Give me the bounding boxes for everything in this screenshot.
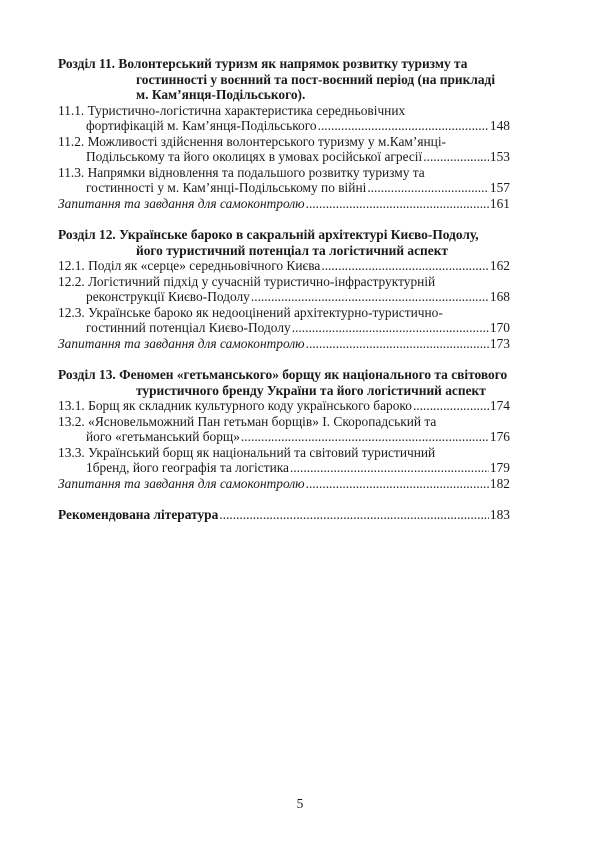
section-heading-line: гостинності у воєнний та пост-воєнний період (на прикладі — [136, 71, 496, 87]
toc-entry[interactable] — [58, 103, 510, 134]
dot-leader — [413, 398, 489, 414]
toc-section-11 — [58, 56, 510, 211]
toc-entry-title: 12.3. Українське бароко як недооцінений архітектурно-туристично- — [58, 304, 443, 320]
toc-entry-title: 13.1. Борщ як складник культурного коду українського бароко — [58, 398, 412, 413]
toc-entry-title-cont: гостинності у м. Кам’янці-Подільському по війні — [86, 180, 367, 195]
toc-entry-title: Запитання та завдання для самоконтролю — [58, 475, 305, 491]
toc-entry[interactable] — [58, 165, 510, 196]
toc-page-number: 161 — [489, 195, 510, 211]
dot-leader — [219, 507, 489, 523]
toc-entry-title-cont: Подільському та його околицях в умовах російської агресії — [86, 149, 423, 164]
section-heading-line: Розділ 12. Українське бароко в сакральній архітектурі Києво-Подолу, — [58, 227, 479, 242]
toc-entry[interactable] — [58, 414, 510, 445]
dot-leader — [306, 476, 489, 492]
toc-entry-title: 12.1. Поділ як «серце» середньовічного Києва — [58, 258, 321, 273]
toc-entry[interactable] — [58, 445, 510, 476]
toc-entry-title-cont: гостинний потенціал Києво-Подолу — [86, 320, 291, 335]
toc-entry-title-cont: 1бренд, його географія та логістика — [86, 460, 289, 475]
toc-entry[interactable] — [58, 305, 510, 336]
toc-entry-title: 12.2. Логістичний підхід у сучасній туристично-інфраструктурній — [58, 273, 436, 289]
section-heading-line: Розділ 11. Волонтерський туризм як напрямок розвитку туризму та — [58, 56, 468, 71]
section-heading — [58, 227, 510, 258]
toc-page-number: 173 — [489, 335, 510, 351]
toc-entry-title: 11.3. Напрямки відновлення та подальшого розвитку туризму та — [58, 164, 425, 180]
dot-leader — [306, 336, 489, 352]
toc-page-number: 174 — [489, 398, 510, 413]
toc-entry-literature[interactable] — [58, 507, 510, 523]
toc-page-number: 148 — [489, 118, 510, 133]
dot-leader — [318, 118, 489, 134]
toc-entry-self-check[interactable] — [58, 336, 510, 352]
toc-entry-title: 13.2. «Ясновельможний Пан гетьман борщів» І. Скоропадський та — [58, 413, 437, 429]
toc-entry-title: Запитання та завдання для самоконтролю — [58, 335, 305, 351]
toc-entry[interactable] — [58, 398, 510, 414]
toc-section-13 — [58, 367, 510, 491]
section-heading-line: Розділ 13. Феномен «гетьманського» борщу як національного та світового — [58, 367, 508, 382]
section-heading-line: м. Кам’янця-Подільського). — [136, 87, 306, 102]
toc-entry-title-cont: реконструкції Києво-Подолу — [86, 289, 250, 304]
toc-entry[interactable] — [58, 258, 510, 274]
dot-leader — [251, 289, 489, 305]
toc-entry-title: Запитання та завдання для самоконтролю — [58, 195, 305, 211]
toc-entry[interactable] — [58, 134, 510, 165]
page-number: 5 — [296, 796, 304, 811]
toc-page-number: 182 — [489, 475, 510, 491]
toc-page-number: 153 — [489, 149, 510, 164]
toc-page-number: 168 — [489, 289, 510, 304]
dot-leader — [241, 429, 489, 445]
toc-entry-title: 13.3. Український борщ як національний та світовий туристичний — [58, 444, 436, 460]
dot-leader — [292, 320, 489, 336]
section-heading — [58, 367, 510, 398]
dot-leader — [306, 196, 489, 212]
toc-page-number: 179 — [489, 460, 510, 475]
toc-entry-self-check[interactable] — [58, 476, 510, 492]
dot-leader — [290, 460, 489, 476]
toc-page-number: 170 — [489, 320, 510, 335]
toc-page-number: 162 — [489, 258, 510, 273]
toc-entry-title: 11.2. Можливості здійснення волонтерського туризму у м.Кам’янці- — [58, 133, 446, 149]
toc-section-12 — [58, 227, 510, 351]
dot-leader — [321, 258, 489, 274]
toc-page-number: 183 — [489, 507, 510, 522]
toc-entry-title-cont: його «гетьманський борщ» — [86, 429, 240, 444]
toc-entry-title: 11.1. Туристично-логістична характеристика середньовічних — [58, 102, 406, 118]
toc-page-number: 176 — [489, 429, 510, 444]
toc-page-number: 157 — [489, 180, 510, 195]
section-heading — [58, 56, 510, 103]
dot-leader — [367, 180, 489, 196]
toc-entry-self-check[interactable] — [58, 196, 510, 212]
toc-entry-title: Рекомендована література — [58, 507, 219, 522]
dot-leader — [423, 149, 489, 165]
section-heading-line: його туристичний потенціал та логістичний аспект — [136, 242, 448, 258]
table-of-contents — [58, 56, 510, 523]
toc-entry-title-cont: фортифікацій м. Кам’янця-Подільського — [86, 118, 317, 133]
section-heading-line: туристичного бренду України та його логістичний аспект — [136, 382, 486, 398]
toc-entry[interactable] — [58, 274, 510, 305]
